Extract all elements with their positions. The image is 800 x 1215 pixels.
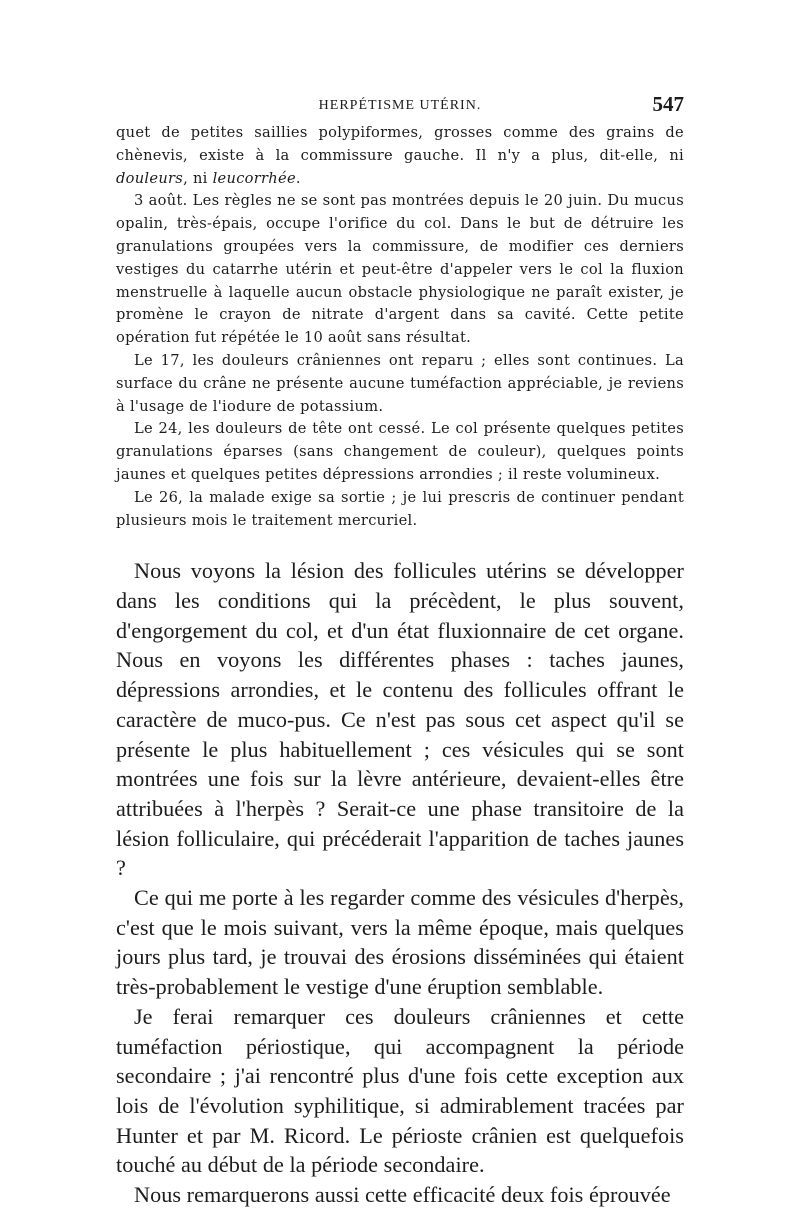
book-page	[116, 92, 684, 1210]
italic-term: douleurs	[116, 169, 184, 187]
page-number: 547	[652, 92, 684, 116]
commentary-paragraph: Nous remarquerons aussi cette efficacité deux fois éprouvée	[134, 1182, 671, 1208]
text-segment: quet de petites saillies polypiformes, grosses comme des grains de chènevis, existe à la commissure gauche. Il n'y a plus, dit-elle, ni	[116, 124, 684, 164]
commentary	[116, 556, 684, 1209]
text-segment: .	[295, 169, 301, 187]
case-notes	[116, 122, 684, 532]
case-note-paragraph: 3 août. Les règles ne se sont pas montrées depuis le 20 juin. Du mucus opalin, très-épais, occupe l'orifice du col. Dans le but de détruire les granulations groupées vers la commissure, de modifier ces derniers vestiges du catarrhe utérin et peut-être d'appeler vers le col la fluxion menstruelle à laquelle aucun obstacle physiologique ne paraît exister, je promène le crayon de nitrate d'argent dans sa cavité. Cette petite opération fut répétée le 10 août sans résultat.	[116, 192, 684, 347]
running-title: HERPÉTISME UTÉRIN.	[318, 98, 482, 113]
case-note-paragraph: Le 17, les douleurs crâniennes ont reparu ; elles sont continues. La surface du crâne ne présente aucune tuméfaction appréciable, je reviens à l'usage de l'iodure de potassium.	[116, 351, 684, 415]
running-head	[116, 92, 684, 122]
text-segment: , ni	[183, 169, 213, 187]
case-note-paragraph	[116, 122, 684, 190]
case-note-paragraph: Le 26, la malade exige sa sortie ; je lui prescris de continuer pendant plusieurs mois le traitement mercuriel.	[116, 488, 684, 529]
italic-term: leucorrhée	[212, 169, 296, 187]
commentary-paragraph: Nous voyons la lésion des follicules utérins se développer dans les conditions qui la précèdent, le plus souvent, d'engorgement du col, et d'un état fluxionnaire de cet organe. Nous en voyons les différentes phases : taches jaunes, dépressions arrondies, et le contenu des follicules offrant le caractère de muco-pus. Ce n'est pas sous cet aspect qu'il se présente le plus habituellement ; ces vésicules qui se sont montrées une fois sur la lèvre antérieure, devaient-elles être attribuées à l'herpès ? Serait-ce une phase transitoire de la lésion folliculaire, qui précéderait l'apparition de taches jaunes ?	[116, 558, 684, 881]
case-note-paragraph: Le 24, les douleurs de tête ont cessé. Le col présente quelques petites granulations éparses (sans changement de couleur), quelques points jaunes et quelques petites dépressions arrondies ; il reste volumineux.	[116, 420, 684, 483]
commentary-paragraph: Je ferai remarquer ces douleurs crâniennes et cette tuméfaction périostique, qui accompagnent la période secondaire ; j'ai rencontré plus d'une fois cette exception aux lois de l'évolution syphilitique, si admirablement tracées par Hunter et par M. Ricord. Le périoste crânien est quelquefois touché au début de la période secondaire.	[116, 1003, 684, 1178]
commentary-paragraph: Ce qui me porte à les regarder comme des vésicules d'herpès, c'est que le mois suivant, vers la même époque, mais quelques jours plus tard, je trouvai des érosions disséminées qui étaient très-probablement le vestige d'une éruption semblable.	[116, 885, 684, 1000]
